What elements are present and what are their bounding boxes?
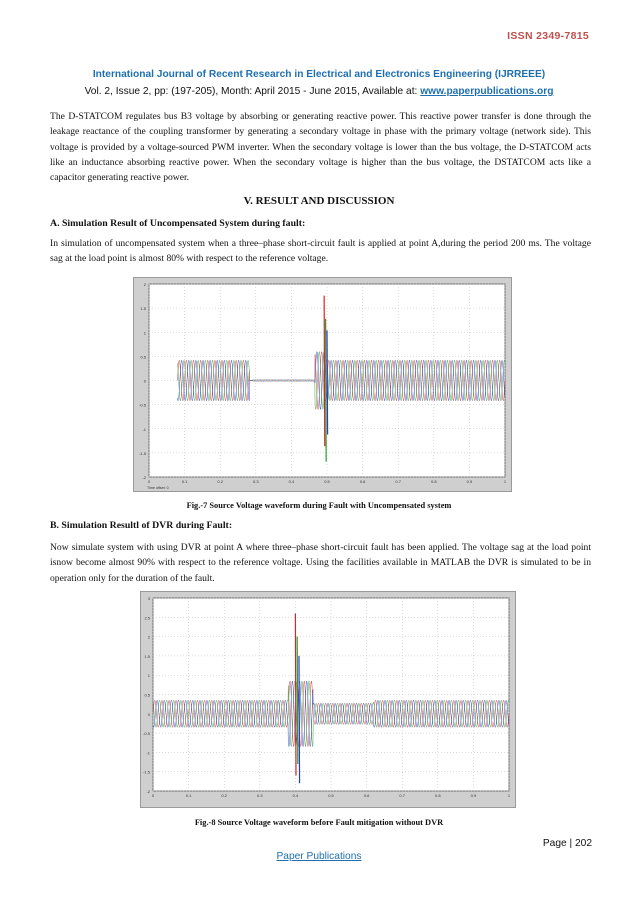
figure-7-caption: Fig.-7 Source Voltage waveform during Fault with Uncompensated system (186, 501, 452, 510)
figure-8-caption: Fig.-8 Source Voltage waveform before Fault mitigation without DVR (194, 818, 444, 827)
y-tick-label: 2 (143, 282, 146, 287)
y-tick-label: -2 (142, 475, 146, 480)
y-tick-label: -1.5 (139, 450, 146, 456)
x-tick-label: 0 (147, 479, 151, 484)
section-heading: V. RESULT AND DISCUSSION (243, 195, 395, 207)
x-tick-label: 1 (503, 479, 507, 484)
figure-7-svg (134, 278, 511, 491)
transient-spike (295, 613, 296, 775)
publisher-link[interactable]: Paper Publications (276, 851, 362, 862)
y-tick-label: 0 (143, 378, 146, 384)
figure-8-svg (141, 592, 515, 807)
x-tick-label: 0.6 (359, 479, 366, 484)
x-tick-label: 0.7 (395, 479, 401, 484)
x-tick-label: 0.8 (431, 479, 437, 484)
subsection-a-paragraph: In simulation of uncompensated system when a three–phase short-circuit fault is applied at point A,during the period 200 ms. The voltage sag at the load point is almost 80% with respect to the reference voltage. (50, 238, 591, 265)
y-tick-label: 0.5 (140, 354, 146, 360)
y-tick-label: 1 (143, 330, 146, 336)
intro-paragraph: The D-STATCOM regulates bus B3 voltage by absorbing or generating reactive power. This reactive power transfer is done through the leakage reactance of the coupling transformer by generating a secondary voltage in phase with the primary voltage (network side). This voltage is provided by a voltage-sourced PWM inverter. When the secondary voltage is lower than the bus voltage, the D-STATCOM acts like an inductance absorbing reactive power. When the secondary voltage is higher than the bus voltage, the DSTATCOM acts like a capacitor generating reactive power. (50, 111, 591, 184)
y-tick-label: 1.5 (144, 653, 150, 659)
transient-spike (297, 637, 298, 764)
y-tick-label: -1 (146, 750, 150, 756)
transient-spike (326, 319, 327, 462)
time-offset-label: Time offset: 0 (147, 486, 169, 490)
journal-website-link[interactable]: www.paperpublications.org (420, 86, 554, 97)
y-tick-label: 2.5 (144, 615, 150, 621)
x-tick-label: 0.3 (253, 479, 259, 484)
x-tick-label: 0.2 (221, 793, 227, 798)
y-tick-label: 1.5 (140, 306, 146, 312)
x-tick-label: 0.1 (181, 479, 188, 484)
y-tick-label: -0.5 (139, 402, 146, 408)
page-number: Page | 202 (542, 838, 592, 849)
y-tick-label: 2 (147, 634, 150, 640)
y-tick-label: -0.5 (143, 731, 150, 737)
x-tick-label: 0.3 (257, 793, 263, 798)
subsection-a-heading: A. Simulation Result of Uncompensated System during fault: (50, 218, 306, 229)
x-tick-label: 1 (507, 793, 511, 798)
y-tick-label: 0.5 (144, 692, 150, 698)
figure-7-plot (133, 277, 512, 492)
journal-title: International Journal of Recent Research in Electrical and Electronics Engineering (IJRREEE) (92, 69, 546, 80)
x-tick-label: 0.5 (324, 479, 330, 484)
x-tick-label: 0.4 (288, 479, 295, 484)
y-tick-label: -1 (142, 426, 146, 432)
transient-spike (299, 656, 300, 783)
transient-spike (324, 296, 325, 447)
figure-8-plot (140, 591, 516, 808)
transient-spike (327, 330, 328, 434)
y-tick-label: -1.5 (143, 769, 150, 775)
x-tick-label: 0.9 (466, 479, 473, 484)
x-tick-label: 0.8 (435, 793, 441, 798)
issn-label: ISSN 2349-7815 (507, 30, 589, 42)
x-tick-label: 0.9 (470, 793, 477, 798)
volume-line (0, 86, 638, 97)
x-tick-label: 0.2 (217, 479, 223, 484)
x-tick-label: 0.6 (363, 793, 370, 798)
subsection-b-paragraph: Now simulate system with using DVR at point A where three–phase short-circuit fault has been applied. The voltage sag at the load point isnow become almost 90% with respect to the reference voltage. Using the facilities available in MATLAB the DVR is simulated to be in operation only for the duration of the fault. (50, 542, 591, 584)
y-tick-label: -2 (146, 789, 150, 794)
x-tick-label: 0.5 (328, 793, 334, 798)
subsection-b-heading: B. Simulation Resultl of DVR during Fault: (50, 520, 233, 531)
y-tick-label: 3 (147, 596, 150, 601)
y-tick-label: 0 (147, 711, 150, 717)
x-tick-label: 0.1 (185, 793, 192, 798)
volume-text: Vol. 2, Issue 2, pp: (197-205), Month: April 2015 - June 2015, Available at: (84, 86, 421, 97)
y-tick-label: 1 (147, 673, 150, 679)
x-tick-label: 0.7 (399, 793, 405, 798)
x-tick-label: 0.4 (292, 793, 299, 798)
x-tick-label: 0 (151, 793, 155, 798)
